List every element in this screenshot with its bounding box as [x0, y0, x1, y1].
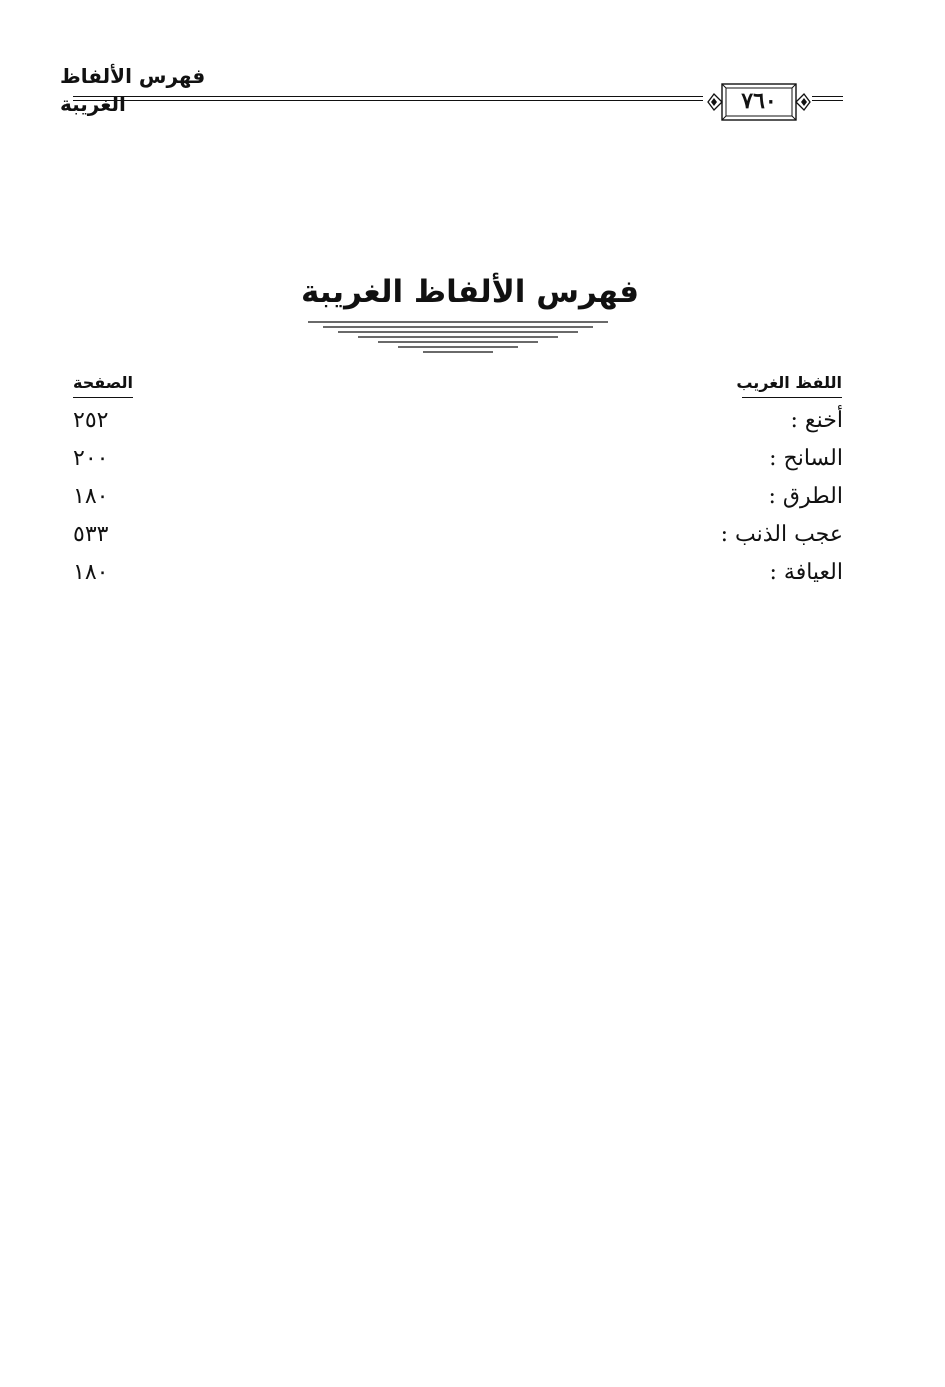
entry-word: العيافة : — [769, 560, 843, 585]
entry-page-number: ١٨٠ — [73, 560, 109, 585]
entry-page-number: ٥٣٣ — [73, 522, 109, 547]
entry-page-number: ١٨٠ — [73, 484, 109, 509]
entry-page-number: ٢٥٢ — [73, 408, 109, 433]
index-entry — [0, 480, 945, 518]
page-title: فهرس الألفاظ الغريبة — [300, 274, 640, 310]
column-header-word: اللفظ الغريب — [736, 373, 842, 392]
page-number: ٧٦٠ — [741, 88, 777, 114]
index-entry — [0, 404, 945, 442]
entry-word: الطرق : — [768, 484, 843, 509]
column-header-page: الصفحة — [72, 373, 133, 392]
index-entry — [0, 442, 945, 480]
entry-word: أخنع : — [790, 408, 843, 433]
index-entry — [0, 518, 945, 556]
entry-word: عجب الذنب : — [720, 522, 843, 547]
entry-word: السانح : — [769, 446, 843, 471]
running-header-title: فهرس الألفاظ الغريبة — [60, 64, 206, 116]
index-entry — [0, 556, 945, 594]
entry-page-number: ٢٠٠ — [73, 446, 109, 471]
